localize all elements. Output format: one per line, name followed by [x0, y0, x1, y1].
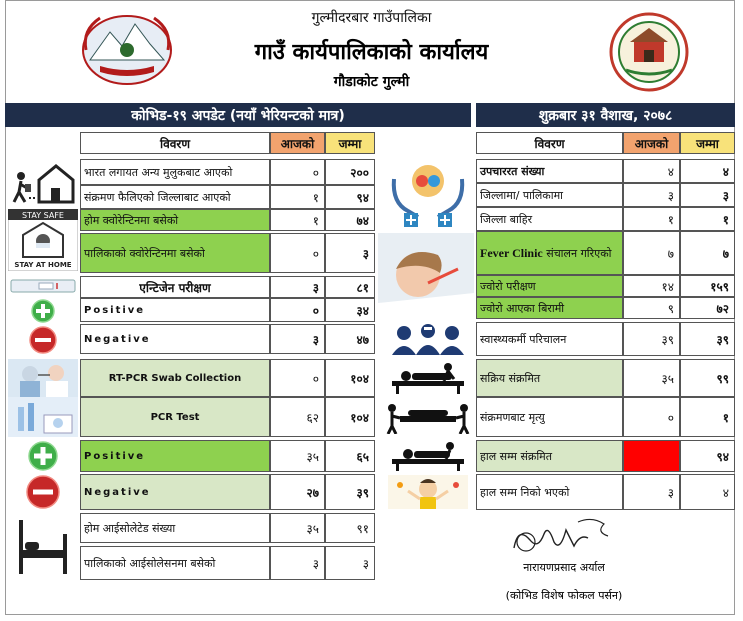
left-row-10-today: २७ — [270, 474, 325, 510]
right-row-5-today: ९ — [623, 297, 680, 319]
stay-safe-text: STAY SAFE — [22, 211, 64, 220]
right-row-9-today — [623, 440, 680, 472]
right-row-10-today: ३ — [623, 474, 680, 510]
left-row-2-today: १ — [270, 209, 325, 231]
left-row-7-label: RT-PCR Swab Collection — [80, 359, 270, 397]
left-row-1-label: संक्रमण फैलिएको जिल्लाबाट आएको — [80, 185, 270, 209]
signature-icon — [508, 512, 628, 558]
right-row-7-today: ३५ — [623, 359, 680, 397]
date-title: शुक्रबार ३१ वैशाख, २०७८ — [476, 103, 735, 127]
right-row-2-total: १ — [680, 207, 735, 231]
health-workers-icon — [384, 322, 472, 356]
right-row-10-label: हाल सम्म निको भएको — [476, 474, 623, 510]
left-row-5-total: ३४ — [325, 298, 375, 322]
right-row-7-total: ९९ — [680, 359, 735, 397]
right-row-3-label: संचालन गरिएको — [546, 246, 612, 260]
left-row-10-label: Negative — [80, 474, 270, 510]
left-row-6-total: ४७ — [325, 324, 375, 354]
right-row-6-today: ३९ — [623, 322, 680, 356]
recovered-child-icon — [384, 474, 472, 510]
right-header-desc: विवरण — [476, 132, 623, 154]
left-row-3-total: ३ — [325, 233, 375, 273]
stay-at-home-icon — [8, 209, 78, 271]
right-row-6-label: स्वास्थ्यकर्मी परिचालन — [476, 322, 623, 356]
left-row-0-label: भारत लगायत अन्य मुलुकबाट आएको — [80, 159, 270, 185]
right-row-8-today: ० — [623, 397, 680, 437]
left-row-9-today: ३५ — [270, 440, 325, 472]
minus-circle-icon — [8, 325, 78, 355]
right-row-4-today: १४ — [623, 275, 680, 297]
left-header-desc: विवरण — [80, 132, 270, 154]
left-header-total: जम्मा — [325, 132, 375, 154]
signatory-role: (कोभिड विशेष फोकल पर्सन) — [505, 589, 623, 602]
fever-clinic-label: Fever Clinic — [480, 245, 543, 260]
plus-circle-icon — [8, 299, 78, 323]
right-row-4-total: १५९ — [680, 275, 735, 297]
right-row-9-label: हाल सम्म संक्रमित — [476, 440, 623, 472]
right-row-2-label: जिल्ला बाहिर — [476, 207, 623, 231]
left-row-0-today: ० — [270, 159, 325, 185]
left-row-8-label: PCR Test — [80, 397, 270, 437]
pcr-lab-photo-icon — [8, 397, 78, 437]
isolation-bed-icon — [8, 513, 78, 581]
right-row-1-today: ३ — [623, 183, 680, 207]
left-row-12-label: पालिकाको आईसोलेसनमा बसेको — [80, 546, 270, 580]
left-row-1-total: ९४ — [325, 185, 375, 209]
right-row-5-total: ७२ — [680, 297, 735, 319]
medicine-care-icon — [384, 157, 472, 231]
municipality-name: गुल्मीदरबार गाउँपालिका — [311, 10, 432, 26]
left-row-7-total: १०४ — [325, 359, 375, 397]
office-location: गौडाकोट गुल्मी — [333, 74, 410, 90]
left-row-3-label: पालिकाको क्वोरेन्टिनमा बसेको — [80, 233, 270, 273]
right-row-8-label: संक्रमणबाट मृत्यु — [476, 397, 623, 437]
death-stretcher-icon — [384, 397, 472, 437]
left-row-4-total: ८१ — [325, 276, 375, 298]
right-row-1-label: जिल्लामा/ पालिकामा — [476, 183, 623, 207]
plus-circle-large-icon — [8, 440, 78, 472]
left-row-11-today: ३५ — [270, 513, 325, 543]
left-row-5-label: Positive — [80, 298, 270, 322]
right-row-0-total: ४ — [680, 159, 735, 183]
antigen-kit-icon — [8, 275, 78, 297]
right-row-3-total: ७ — [680, 231, 735, 275]
left-header-today: आजको — [270, 132, 325, 154]
right-row-0-label: उपचाररत संख्या — [476, 159, 623, 183]
left-row-9-label: Positive — [80, 440, 270, 472]
left-row-8-today: ६२ — [270, 397, 325, 437]
left-row-3-today: ० — [270, 233, 325, 273]
right-row-7-label: सक्रिय संक्रमित — [476, 359, 623, 397]
left-row-1-today: १ — [270, 185, 325, 209]
right-row-0-today: ४ — [623, 159, 680, 183]
left-row-5-today: ० — [270, 298, 325, 322]
minus-circle-large-icon — [8, 474, 78, 510]
left-row-10-total: ३९ — [325, 474, 375, 510]
covid-update-title: कोभिड-१९ अपडेट (नयाँ भेरियन्टको मात्र) — [5, 103, 471, 127]
right-row-1-total: ३ — [680, 183, 735, 207]
left-row-9-total: ६५ — [325, 440, 375, 472]
left-row-2-label: होम क्वोरेन्टिनमा बसेको — [80, 209, 270, 231]
right-row-9-total: ९४ — [680, 440, 735, 472]
office-title: गाउँ कार्यपालिकाको कार्यालय — [254, 40, 489, 65]
sick-child-photo-icon — [378, 233, 474, 319]
left-row-2-total: ७४ — [325, 209, 375, 231]
infected-patient-bed-icon — [384, 440, 472, 472]
right-header-total: जम्मा — [680, 132, 735, 154]
active-patient-icon — [384, 359, 472, 397]
left-row-6-label: Negative — [80, 324, 270, 354]
municipality-logo-icon — [608, 12, 690, 92]
right-row-3-today: ७ — [623, 231, 680, 275]
right-row-3-label-cell — [476, 231, 623, 275]
signatory-name: नारायणप्रसाद अर्याल — [523, 561, 605, 574]
swab-collection-photo-icon — [8, 359, 78, 397]
right-row-10-total: ४ — [680, 474, 735, 510]
left-row-8-total: १०४ — [325, 397, 375, 437]
right-row-2-today: १ — [623, 207, 680, 231]
left-row-0-total: २०० — [325, 159, 375, 185]
left-row-6-today: ३ — [270, 324, 325, 354]
right-header-today: आजको — [623, 132, 680, 154]
travel-home-icon — [8, 157, 78, 207]
left-row-12-today: ३ — [270, 546, 325, 580]
left-row-4-today: ३ — [270, 276, 325, 298]
left-row-11-total: ९१ — [325, 513, 375, 543]
right-row-4-label: ज्वोरो परीक्षण — [476, 275, 623, 297]
right-row-8-total: १ — [680, 397, 735, 437]
right-row-5-label: ज्वोरो आएका बिरामी — [476, 297, 623, 319]
stay-home-text: STAY AT HOME — [14, 261, 72, 269]
left-row-4-label: एन्टिजेन परीक्षण — [80, 276, 270, 298]
left-row-11-label: होम आईसोलेटेड संख्या — [80, 513, 270, 543]
right-row-6-total: ३९ — [680, 322, 735, 356]
left-row-12-total: ३ — [325, 546, 375, 580]
left-row-7-today: ० — [270, 359, 325, 397]
